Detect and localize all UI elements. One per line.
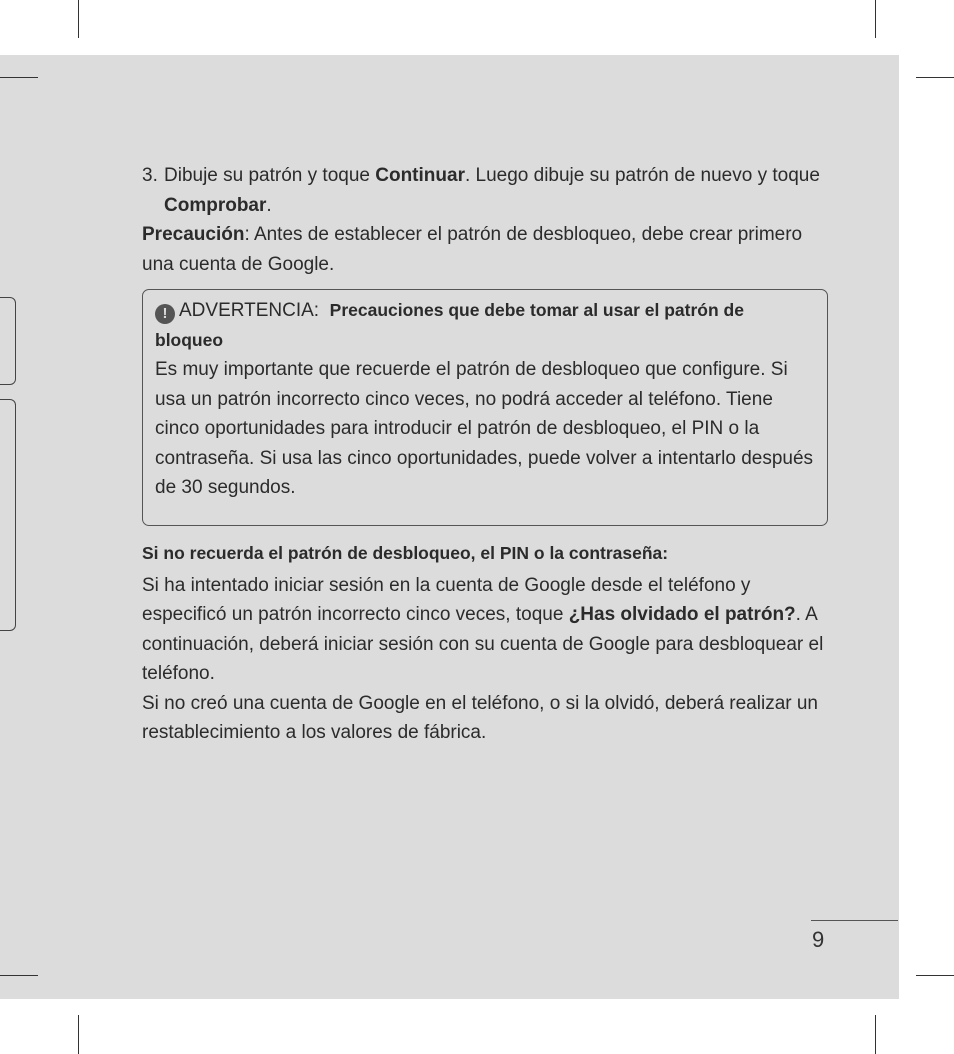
forgot-paragraph-1 (142, 571, 832, 689)
comprobar-label: Comprobar (164, 194, 267, 216)
warning-colon: : (313, 300, 320, 321)
crop-mark (78, 1015, 79, 1054)
caution-label: Precaución (142, 224, 245, 245)
forgot-heading: Si no recuerda el patrón de desbloqueo, el PIN o la contraseña: (142, 543, 669, 563)
step-3-block (142, 161, 832, 279)
crop-mark (916, 975, 954, 976)
side-tab (0, 297, 16, 385)
warning-body: Es muy importante que recuerde el patrón de desbloqueo que configure. Si usa un patrón incorrecto cinco veces, no podrá acceder al teléfono. Tiene cinco oportunidades para introducir el patrón de desbloqueo, el PIN o la contraseña. Si usa las cinco oportunidades, puede volver a intentarlo después de 30 segundos. (155, 359, 814, 498)
forgot-pattern-label: ¿Has olvidado el patrón? (568, 604, 796, 625)
page-number-rule (811, 920, 898, 921)
crop-mark (0, 77, 38, 78)
forgot-paragraph-2: Si no creó una cuenta de Google en el teléfono, o si la olvidó, deberá realizar un restablecimiento a los valores de fábrica. (142, 692, 819, 743)
forgot-section (142, 539, 832, 748)
warning-header (155, 296, 815, 355)
step-text: Dibuje su patrón y toque (164, 165, 376, 186)
crop-mark (0, 975, 38, 976)
warning-box (142, 289, 828, 526)
exclamation-icon: ! (155, 304, 175, 324)
crop-mark (916, 77, 954, 78)
crop-mark (875, 1015, 876, 1054)
forgot-text: Si ha intentado iniciar sesión en la cuenta de Google desde el teléfono y especificó un patrón incorrecto cinco veces, toque (142, 574, 751, 625)
step-3 (142, 161, 832, 220)
side-tab (0, 399, 16, 631)
caution-text: : Antes de establecer el patrón de desbloqueo, debe crear primero una cuenta de Google. (142, 224, 803, 275)
crop-mark (875, 0, 876, 38)
page-number: 9 (812, 927, 825, 952)
crop-mark (78, 0, 79, 38)
step-number: 3. (142, 165, 158, 186)
warning-label: ADVERTENCIA (179, 300, 314, 321)
step-text: . (266, 194, 272, 216)
warning-title: Precauciones que debe tomar al usar el patrón de bloqueo (155, 300, 744, 350)
forgot-text: . A continuación, deberá iniciar sesión con su cuenta de Google para desbloquear el teléfono. (142, 604, 824, 684)
continuar-label: Continuar (375, 165, 465, 186)
step-text: . Luego dibuje su patrón de nuevo y toque (464, 165, 820, 186)
caution-paragraph (142, 220, 832, 279)
